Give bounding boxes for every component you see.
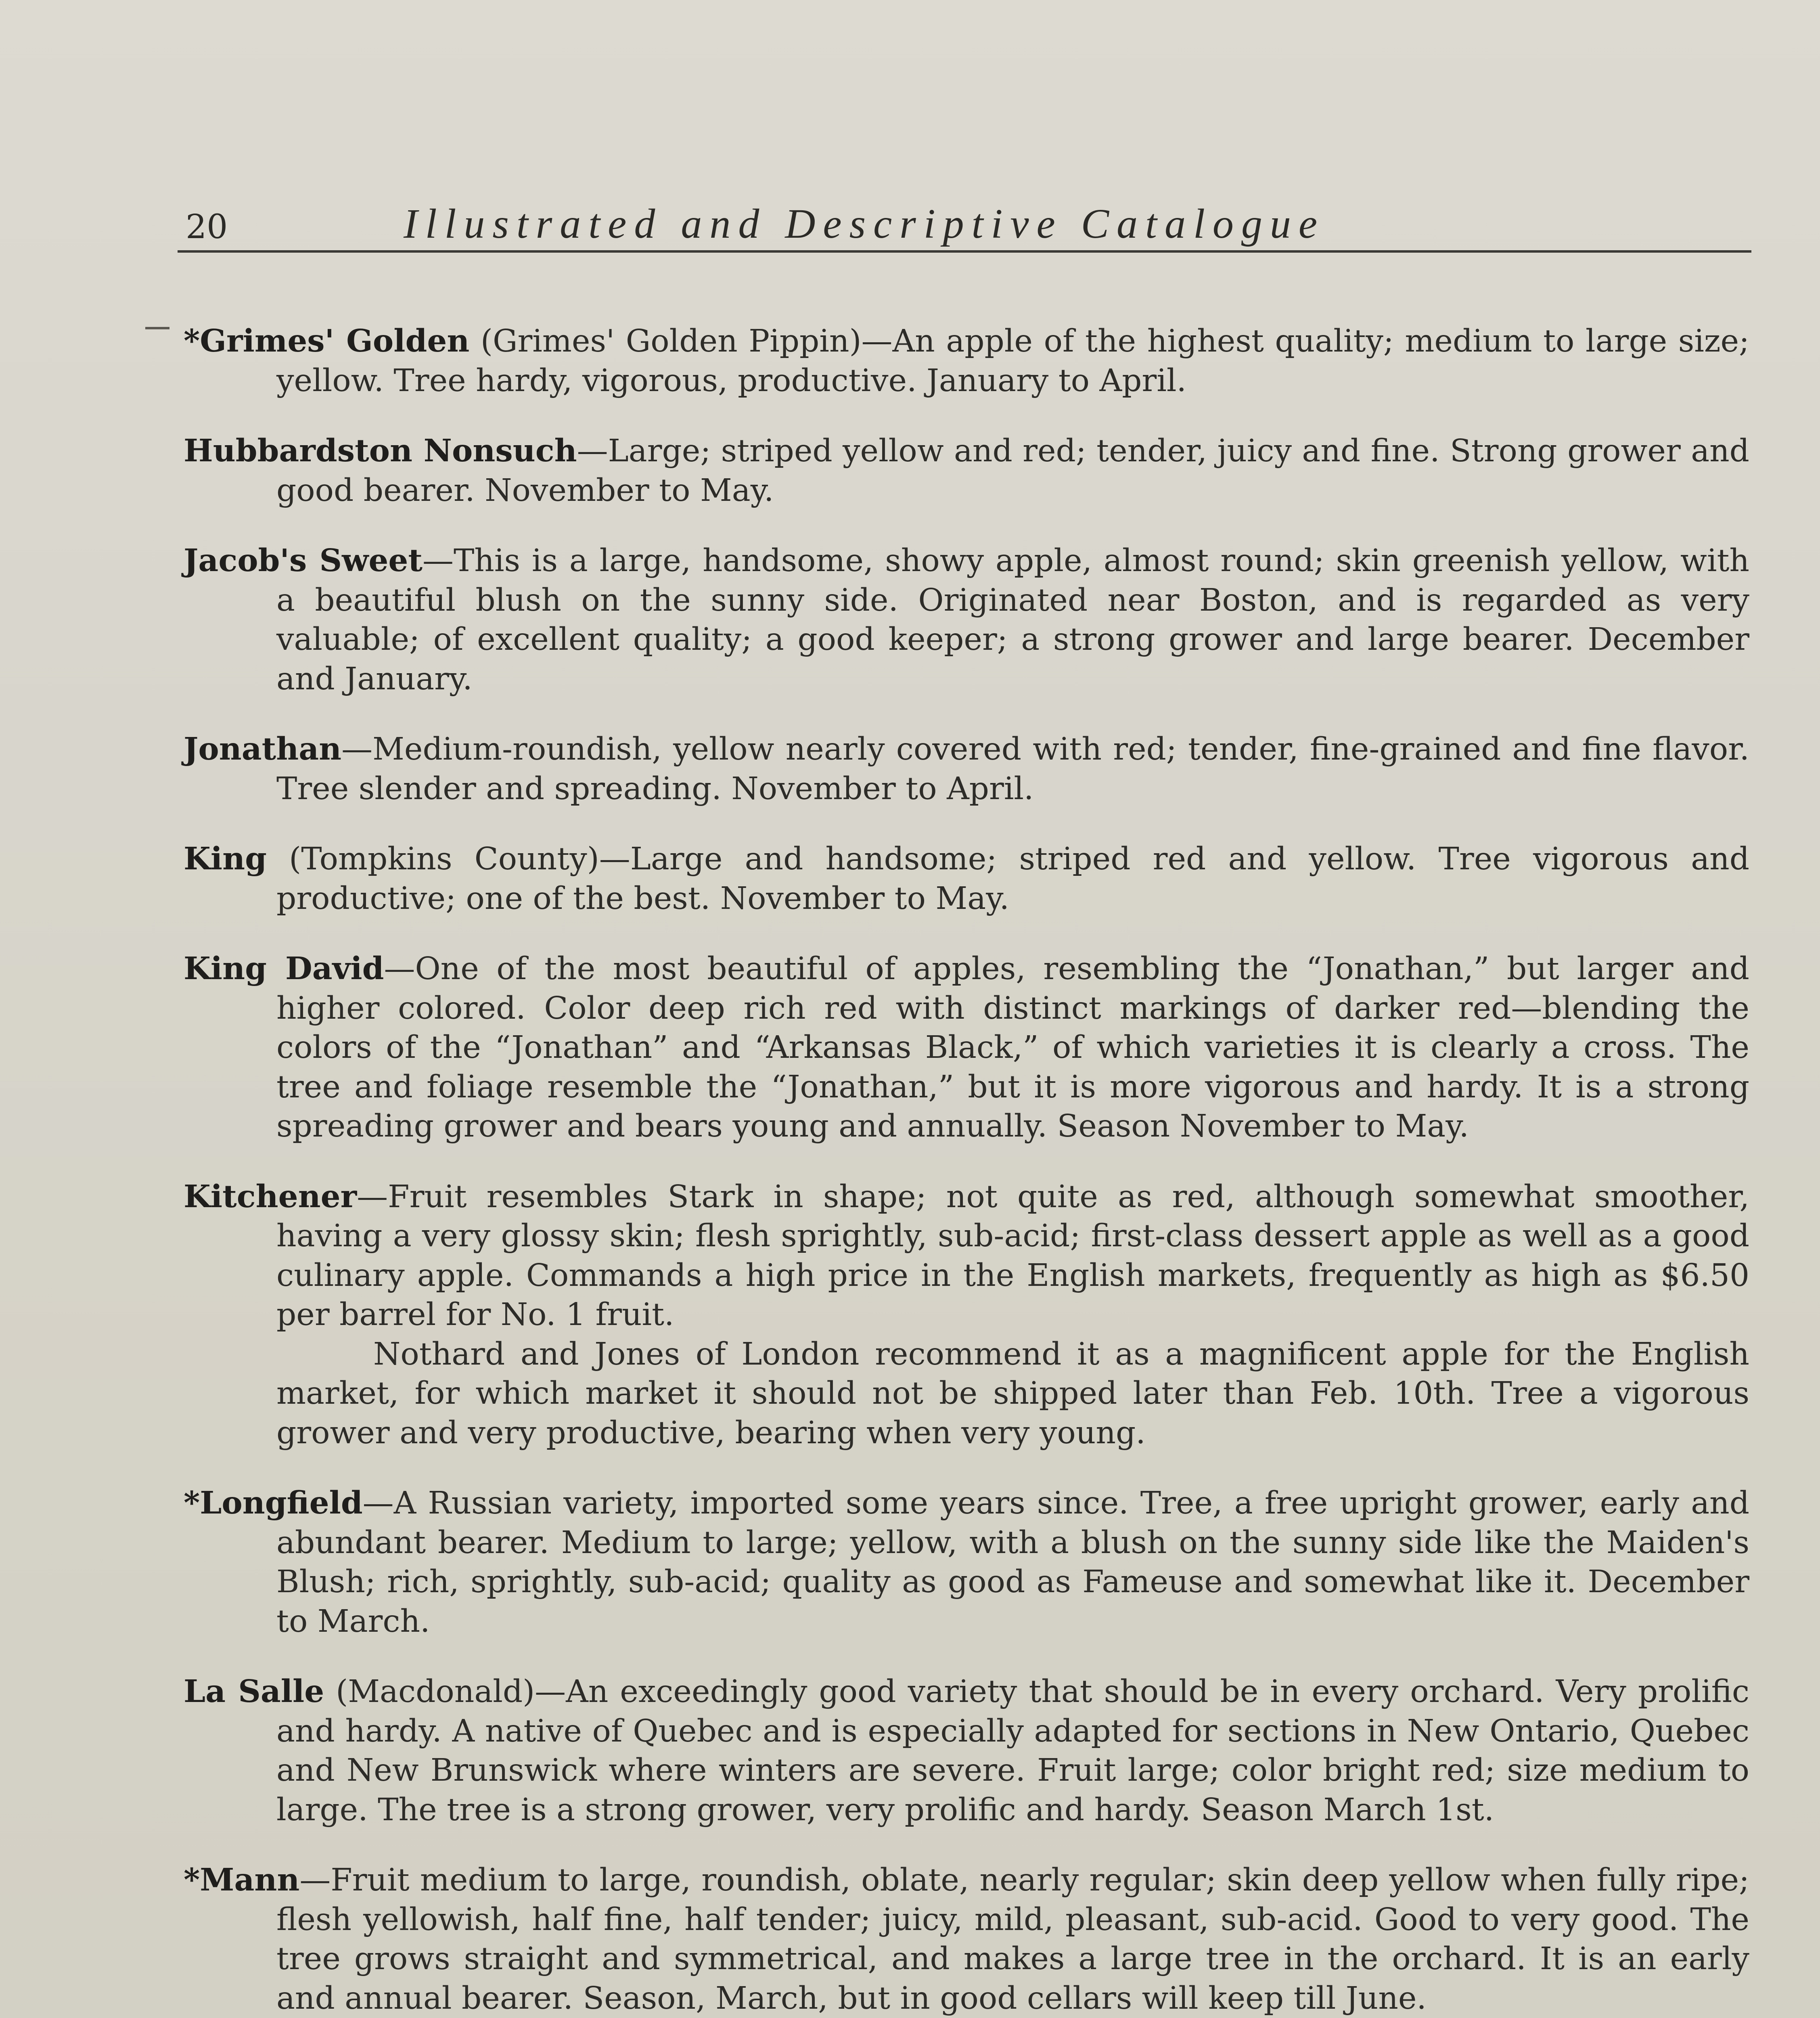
entry-text: (Grimes' Golden Pippin)—An apple of the highest quality; medium to large size; yellow. Tree hardy, vigorous, productive. January to April.	[276, 323, 1749, 399]
entry-text: —This is a large, handsome, showy apple, almost round; skin greenish yellow, with a beautiful blush on the sunny side. Originated near Boston, and is regarded as very valuable; of excellent quality; a good keeper; a strong grower and large bearer. December and January.	[276, 543, 1749, 697]
entry-grimes-golden	[184, 322, 1749, 400]
entry-kitchener	[184, 1177, 1749, 1453]
entry-text: —Fruit medium to large, roundish, oblate, nearly regular; skin deep yellow when fully ripe; flesh yellowish, half fine, half tender; juicy, mild, pleasant, sub-acid. Good to very good. The tree grows straight and symmetrical, and makes a large tree in the orchard. It is an early and annual bearer. Season, March, but in good cellars will keep till June.	[276, 1862, 1749, 2016]
margin-mark	[145, 327, 169, 329]
entry-longfield	[184, 1484, 1749, 1641]
entry-king	[184, 839, 1749, 918]
entry-text: —A Russian variety, imported some years since. Tree, a free upright grower, early and abundant bearer. Medium to large; yellow, with a blush on the sunny side like the Maiden's Blush; rich, sprightly, sub-acid; quality as good as Fameuse and somewhat like it. December to March.	[276, 1485, 1749, 1639]
entry-mann	[184, 1861, 1749, 2018]
entry-king-david	[184, 949, 1749, 1146]
entry-name: Hubbardston Nonsuch	[184, 433, 577, 469]
header-rule	[178, 250, 1751, 253]
entry-name: King David	[184, 950, 384, 987]
entry-text: (Macdonald)—An exceedingly good variety that should be in every orchard. Very prolific and hardy. A native of Quebec and is especially adapted for sections in New Ontario, Quebec and New Brunswick where winters are severe. Fruit large; color bright red; size medium to large. The tree is a strong grower, very prolific and hardy. Season March 1st.	[276, 1674, 1749, 1828]
entry-hubbardston-nonsuch	[184, 431, 1749, 510]
entry-jacobs-sweet	[184, 541, 1749, 699]
entry-la-salle	[184, 1672, 1749, 1830]
page-header	[178, 196, 1751, 256]
entry-name: *Mann	[184, 1862, 300, 1898]
entries-list	[184, 291, 1749, 2018]
entry-text: —Fruit resembles Stark in shape; not quite as red, although somewhat smoother, having a very glossy skin; flesh sprightly, sub-acid; first-class dessert apple as well as a good culinary apple. Commands a high price in the English markets, frequently as high as $6.50 per barrel for No. 1 fruit.	[276, 1179, 1749, 1333]
entry-name: Jonathan	[184, 731, 342, 767]
entry-text: (Tompkins County)—Large and handsome; striped red and yellow. Tree vigorous and productive; one of the best. November to May.	[267, 841, 1749, 917]
entry-text: —Large; striped yellow and red; tender, juicy and fine. Strong grower and good bearer. November to May.	[276, 433, 1749, 509]
page-number: 20	[186, 208, 228, 246]
entry-text: —Medium-roundish, yellow nearly covered with red; tender, fine-grained and fine flavor. Tree slender and spreading. November to April.	[276, 731, 1749, 807]
entry-name: King	[184, 841, 267, 877]
entry-text: —One of the most beautiful of apples, resembling the “Jonathan,” but larger and higher colored. Color deep rich red with distinct markings of darker red—blending the colors of the “Jonathan” and “Arkansas Black,” of which varieties it is clearly a cross. The tree and foliage resemble the “Jonathan,” but it is more vigorous and hardy. It is a strong spreading grower and bears young and annually. Season November to May.	[276, 951, 1749, 1144]
entry-text-continued: Nothard and Jones of London recommend it as a magnificent apple for the English market, for which market it should not be shipped later than Feb. 10th. Tree a vigorous grower and very productive, bearing when very young.	[276, 1336, 1749, 1451]
entry-name: La Salle	[184, 1673, 324, 1710]
entry-jonathan	[184, 730, 1749, 808]
entry-name: Jacob's Sweet	[184, 542, 423, 579]
entry-name: Kitchener	[184, 1178, 357, 1215]
entry-name: *Grimes' Golden	[184, 323, 470, 359]
entry-name: *Longfield	[184, 1485, 363, 1521]
running-title: Illustrated and Descriptive Catalogue	[404, 201, 1325, 247]
